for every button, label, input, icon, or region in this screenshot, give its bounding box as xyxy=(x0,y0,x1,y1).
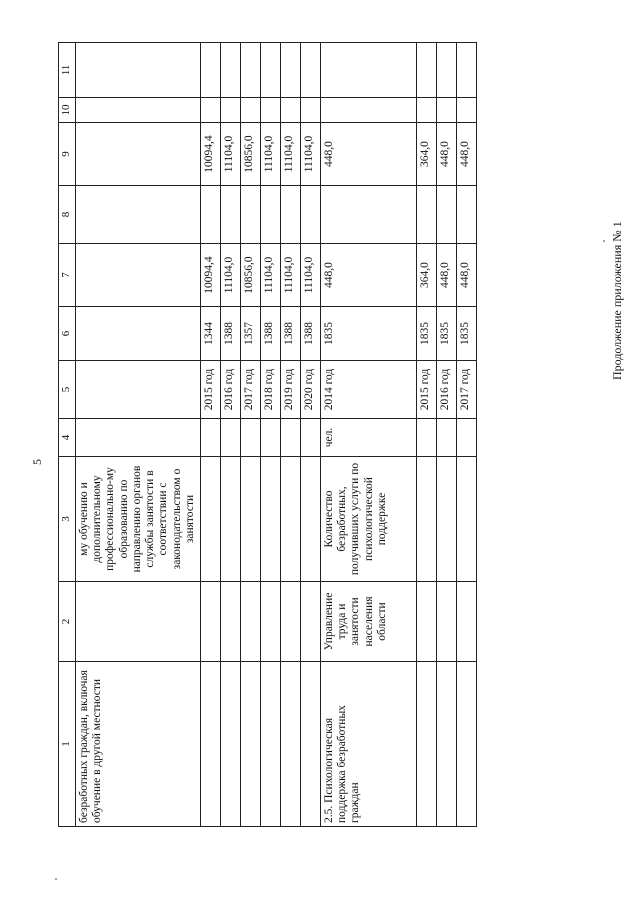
cell-total: 11104,0 xyxy=(261,244,281,307)
appendix-label: Продолжение приложения № 1 xyxy=(610,221,624,380)
cell-year: 2016 год xyxy=(437,361,457,419)
cell-unit xyxy=(221,419,241,457)
cell-total: 10094,4 xyxy=(201,244,221,307)
col-number: 1 xyxy=(59,662,76,827)
cell-activity xyxy=(301,662,321,827)
cell-total: 10856,0 xyxy=(241,244,261,307)
cell-year: 2019 год xyxy=(281,361,301,419)
cell-federal xyxy=(321,186,417,244)
cell-executor xyxy=(221,582,241,662)
cell-regional: 10856,0 xyxy=(241,123,261,186)
data-table xyxy=(58,42,477,827)
cell-executor xyxy=(457,582,477,662)
cell-indicator xyxy=(437,457,457,582)
cell-local xyxy=(261,98,281,123)
cell-total: 448,0 xyxy=(321,244,417,307)
table-row xyxy=(417,43,437,827)
cell-regional: 11104,0 xyxy=(301,123,321,186)
col-number: 4 xyxy=(59,419,76,457)
cell-federal xyxy=(457,186,477,244)
cell-other xyxy=(417,43,437,98)
cell-federal xyxy=(76,186,201,244)
col-number: 9 xyxy=(59,123,76,186)
cell-executor xyxy=(437,582,457,662)
table-row xyxy=(221,43,241,827)
cell-local xyxy=(457,98,477,123)
cell-year: 2015 год xyxy=(201,361,221,419)
cell-other xyxy=(281,43,301,98)
cell-indicator xyxy=(201,457,221,582)
cell-total: 11104,0 xyxy=(301,244,321,307)
cell-unit xyxy=(457,419,477,457)
cell-regional: 11104,0 xyxy=(261,123,281,186)
cell-total: 11104,0 xyxy=(221,244,241,307)
table-row xyxy=(437,43,457,827)
cell-regional: 448,0 xyxy=(457,123,477,186)
col-number: 2 xyxy=(59,582,76,662)
cell-other xyxy=(241,43,261,98)
cell-value: 1388 xyxy=(261,307,281,361)
cell-value: 1388 xyxy=(221,307,241,361)
cell-federal xyxy=(281,186,301,244)
cell-regional: 10094,4 xyxy=(201,123,221,186)
cell-other xyxy=(457,43,477,98)
cell-value: 1835 xyxy=(437,307,457,361)
cell-federal xyxy=(261,186,281,244)
cell-value xyxy=(76,307,201,361)
cell-activity: безработных граждан, включая обучение в другой местности xyxy=(76,662,201,827)
cell-year: 2017 год xyxy=(241,361,261,419)
cell-activity xyxy=(437,662,457,827)
cell-regional: 448,0 xyxy=(321,123,417,186)
cell-indicator xyxy=(301,457,321,582)
cell-local xyxy=(417,98,437,123)
cell-unit xyxy=(417,419,437,457)
cell-executor xyxy=(76,582,201,662)
table-row xyxy=(241,43,261,827)
cell-value: 1835 xyxy=(321,307,417,361)
cell-unit xyxy=(201,419,221,457)
cell-indicator: му обучению и дополнительному профессионально-му образованию по направлению органов службы занятости в соответствии с законодательством о занятости xyxy=(76,457,201,582)
table-row xyxy=(457,43,477,827)
cell-value: 1835 xyxy=(457,307,477,361)
cell-federal xyxy=(417,186,437,244)
col-number: 7 xyxy=(59,244,76,307)
cell-total: 11104,0 xyxy=(281,244,301,307)
cell-executor xyxy=(241,582,261,662)
table-row xyxy=(76,43,201,827)
scan-speck xyxy=(603,240,605,242)
cell-federal xyxy=(201,186,221,244)
cell-activity xyxy=(201,662,221,827)
cell-regional: 448,0 xyxy=(437,123,457,186)
cell-regional: 11104,0 xyxy=(281,123,301,186)
cell-unit xyxy=(281,419,301,457)
cell-local xyxy=(281,98,301,123)
cell-executor xyxy=(201,582,221,662)
cell-other xyxy=(437,43,457,98)
cell-unit xyxy=(241,419,261,457)
cell-local xyxy=(301,98,321,123)
column-number-row xyxy=(59,43,76,827)
cell-value: 1835 xyxy=(417,307,437,361)
cell-year: 2014 год xyxy=(321,361,417,419)
cell-year: 2018 год xyxy=(261,361,281,419)
cell-unit xyxy=(301,419,321,457)
cell-executor xyxy=(261,582,281,662)
cell-activity xyxy=(457,662,477,827)
col-number: 6 xyxy=(59,307,76,361)
cell-indicator: Количество безработных, получивших услуги по психологической поддержке xyxy=(321,457,417,582)
table-row xyxy=(201,43,221,827)
cell-other xyxy=(301,43,321,98)
col-number: 3 xyxy=(59,457,76,582)
cell-activity: 2.5. Психологическая поддержка безработных граждан xyxy=(321,662,417,827)
cell-value: 1357 xyxy=(241,307,261,361)
cell-indicator xyxy=(261,457,281,582)
col-number: 10 xyxy=(59,98,76,123)
cell-other xyxy=(221,43,241,98)
cell-value: 1344 xyxy=(201,307,221,361)
cell-regional: 364,0 xyxy=(417,123,437,186)
cell-other xyxy=(321,43,417,98)
cell-local xyxy=(201,98,221,123)
cell-activity xyxy=(261,662,281,827)
table-row xyxy=(321,43,417,827)
cell-regional: 11104,0 xyxy=(221,123,241,186)
cell-indicator xyxy=(281,457,301,582)
cell-activity xyxy=(241,662,261,827)
cell-activity xyxy=(281,662,301,827)
table-row xyxy=(301,43,321,827)
cell-total xyxy=(76,244,201,307)
cell-indicator xyxy=(417,457,437,582)
cell-value: 1388 xyxy=(301,307,321,361)
cell-executor xyxy=(301,582,321,662)
cell-other xyxy=(261,43,281,98)
cell-executor: Управление труда и занятости населения области xyxy=(321,582,417,662)
cell-federal xyxy=(241,186,261,244)
cell-year: 2020 год xyxy=(301,361,321,419)
cell-unit xyxy=(261,419,281,457)
col-number: 5 xyxy=(59,361,76,419)
cell-indicator xyxy=(241,457,261,582)
cell-unit: чел. xyxy=(321,419,417,457)
cell-year: 2017 год xyxy=(457,361,477,419)
cell-activity xyxy=(417,662,437,827)
cell-local xyxy=(221,98,241,123)
cell-executor xyxy=(417,582,437,662)
col-number: 11 xyxy=(59,43,76,98)
cell-other xyxy=(201,43,221,98)
cell-local xyxy=(76,98,201,123)
cell-federal xyxy=(301,186,321,244)
table-row xyxy=(261,43,281,827)
cell-activity xyxy=(221,662,241,827)
cell-unit xyxy=(76,419,201,457)
cell-year xyxy=(76,361,201,419)
cell-executor xyxy=(281,582,301,662)
table-row xyxy=(281,43,301,827)
cell-local xyxy=(321,98,417,123)
cell-federal xyxy=(221,186,241,244)
cell-indicator xyxy=(457,457,477,582)
page-number: 5 xyxy=(30,459,44,465)
cell-indicator xyxy=(221,457,241,582)
cell-year: 2016 год xyxy=(221,361,241,419)
scan-speck xyxy=(55,878,57,880)
cell-other xyxy=(76,43,201,98)
cell-year: 2015 год xyxy=(417,361,437,419)
col-number: 8 xyxy=(59,186,76,244)
cell-total: 448,0 xyxy=(437,244,457,307)
cell-local xyxy=(437,98,457,123)
cell-regional xyxy=(76,123,201,186)
cell-value: 1388 xyxy=(281,307,301,361)
cell-total: 448,0 xyxy=(457,244,477,307)
cell-local xyxy=(241,98,261,123)
cell-federal xyxy=(437,186,457,244)
cell-unit xyxy=(437,419,457,457)
cell-total: 364,0 xyxy=(417,244,437,307)
